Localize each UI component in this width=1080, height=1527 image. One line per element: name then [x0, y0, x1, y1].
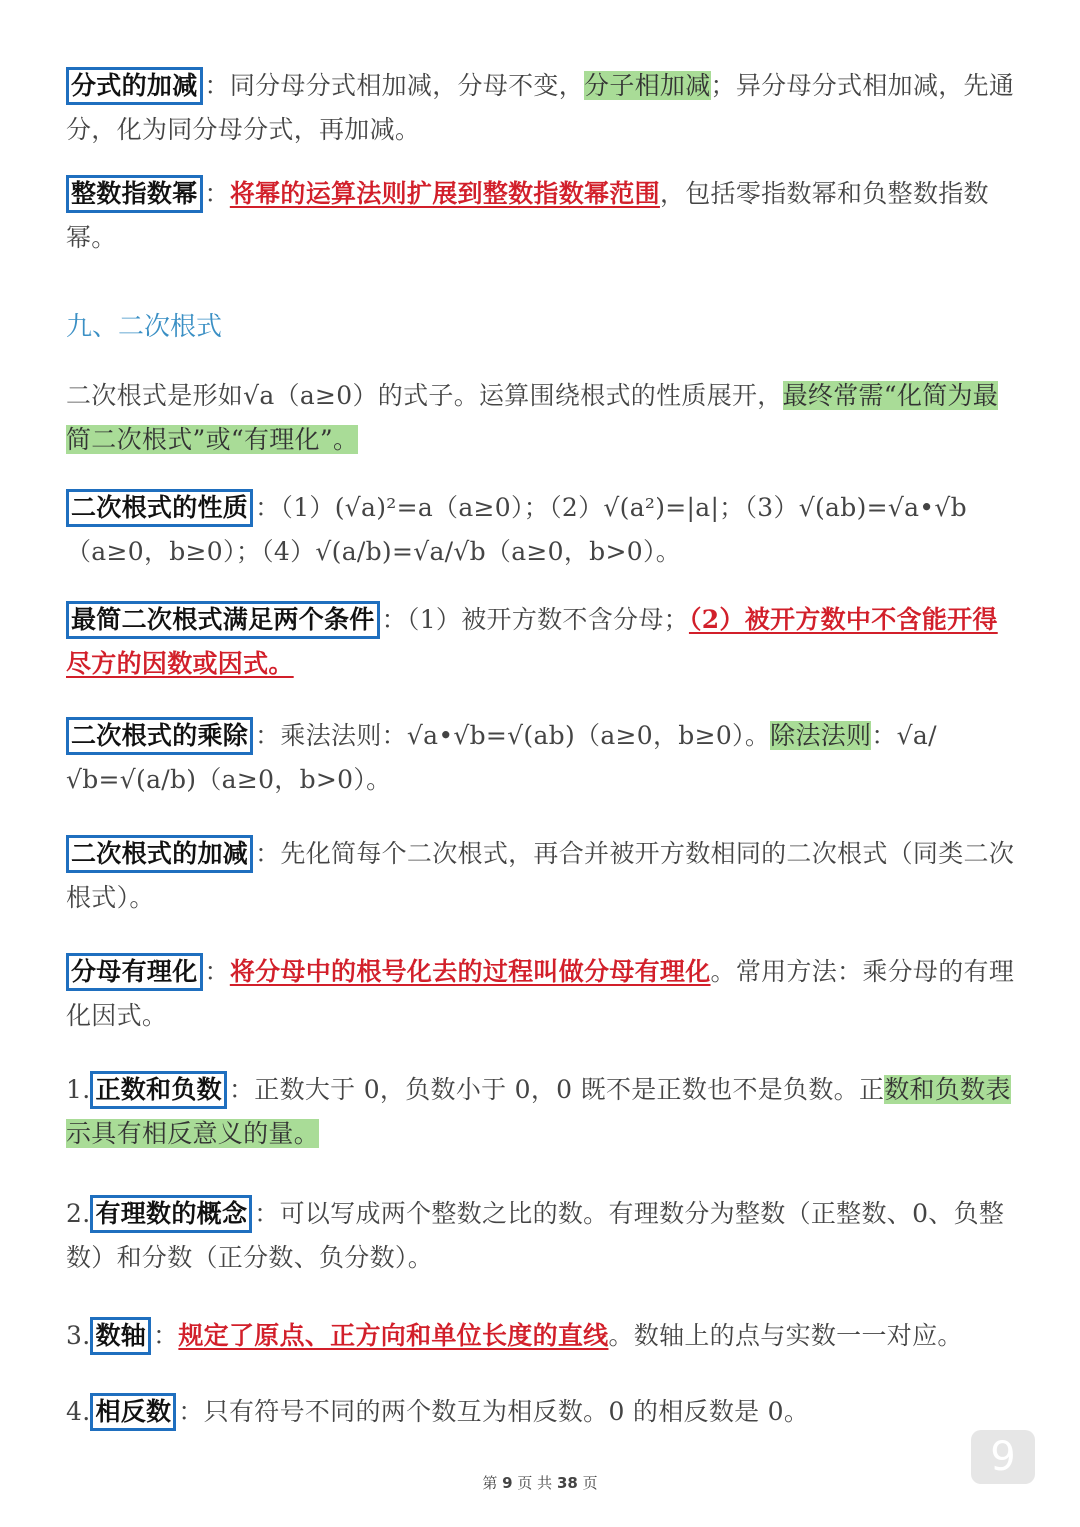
term-box: 二次根式的加减: [66, 835, 253, 873]
term-box: 分母有理化: [66, 953, 203, 991]
section-title: 九、二次根式: [66, 312, 223, 342]
paragraph-positive-negative: 1. 正数和负数 ：正数大于 0，负数小于 0，0 既不是正数也不是负数。正数和负数表示具有相反意义的量。: [66, 1068, 1016, 1156]
red-underline: （2）被开方数中不含能开得尽方的因数或因式。: [66, 605, 998, 678]
paragraph-simplest-radical: 最简二次根式满足两个条件 ：（1）被开方数不含分母；（2）被开方数中不含能开得尽方的因数或因式。: [66, 598, 1016, 686]
term-box: 二次根式的性质: [66, 489, 253, 527]
paragraph-rational-numbers: 2. 有理数的概念 ：可以写成两个整数之比的数。有理数分为整数（正整数、0、负整数）和分数（正分数、负分数）。: [66, 1192, 1016, 1280]
paragraph-radical-properties: 二次根式的性质 ：（1）(√a)²=a（a≥0）；（2）√(a²)=|a|；（3）√(ab)=√a•√b（a≥0，b≥0）；（4）√(a/b)=√a/√b（a≥0，b>0）。: [66, 486, 1016, 574]
term-box: 正数和负数: [90, 1071, 227, 1109]
highlight: 分子相加减: [584, 71, 711, 100]
paragraph-fraction-add-subtract: 分式的加减 ：同分母分式相加减，分母不变，分子相加减；异分母分式相加减，先通分，化为同分母分式，再加减。: [66, 64, 1016, 152]
total-page-number: 38: [556, 1474, 578, 1492]
highlight: 数和负数表示具有相反意义的量。: [66, 1075, 1011, 1148]
paragraph-integer-exponent: 整数指数幂 ：将幂的运算法则扩展到整数指数幂范围，包括零指数幂和负整数指数幂。: [66, 172, 1016, 260]
item-number: 2.: [66, 1199, 91, 1228]
highlight: 除法法则: [770, 721, 872, 750]
term-box: 数轴: [90, 1317, 151, 1355]
item-number: 4.: [66, 1397, 91, 1426]
item-number: 3.: [66, 1321, 91, 1350]
term-box: 分式的加减: [66, 67, 203, 105]
term-box: 有理数的概念: [90, 1195, 252, 1233]
item-number: 1.: [66, 1075, 91, 1104]
term-box: 二次根式的乘除: [66, 717, 253, 755]
paragraph-radical-add-subtract: 二次根式的加减 ：先化简每个二次根式，再合并被开方数相同的二次根式（同类二次根式）。: [66, 832, 1016, 920]
paragraph-radical-intro: 二次根式是形如√a（a≥0）的式子。运算围绕根式的性质展开，最终常需“化简为最简二次根式”或“有理化”。: [66, 381, 999, 454]
term-box: 最简二次根式满足两个条件: [66, 601, 380, 639]
red-underline: 将幂的运算法则扩展到整数指数幂范围: [229, 179, 660, 208]
red-underline: 将分母中的根号化去的过程叫做分母有理化: [229, 957, 711, 986]
term-box: 相反数: [90, 1393, 176, 1431]
page-footer: 第 9 页 共 38 页: [482, 1474, 598, 1492]
paragraph-opposite-numbers: 4. 相反数 ：只有符号不同的两个数互为相反数。0 的相反数是 0。: [66, 1390, 1016, 1434]
page-number-badge: 9: [971, 1430, 1035, 1484]
red-underline: 规定了原点、正方向和单位长度的直线: [178, 1321, 609, 1350]
term-box: 整数指数幂: [66, 175, 203, 213]
paragraph-radical-multiply-divide: 二次根式的乘除 ：乘法法则：√a•√b=√(ab)（a≥0，b≥0）。除法法则：√a/√b=√(a/b)（a≥0，b>0）。: [66, 714, 1016, 802]
highlight: 最终常需“化简为最简二次根式”或“有理化”。: [66, 381, 999, 454]
current-page-number: 9: [502, 1474, 513, 1492]
paragraph-number-line: 3. 数轴 ：规定了原点、正方向和单位长度的直线。数轴上的点与实数一一对应。: [66, 1314, 1016, 1358]
paragraph-rationalize-denominator: 分母有理化 ：将分母中的根号化去的过程叫做分母有理化。常用方法：乘分母的有理化因式。: [66, 950, 1016, 1038]
